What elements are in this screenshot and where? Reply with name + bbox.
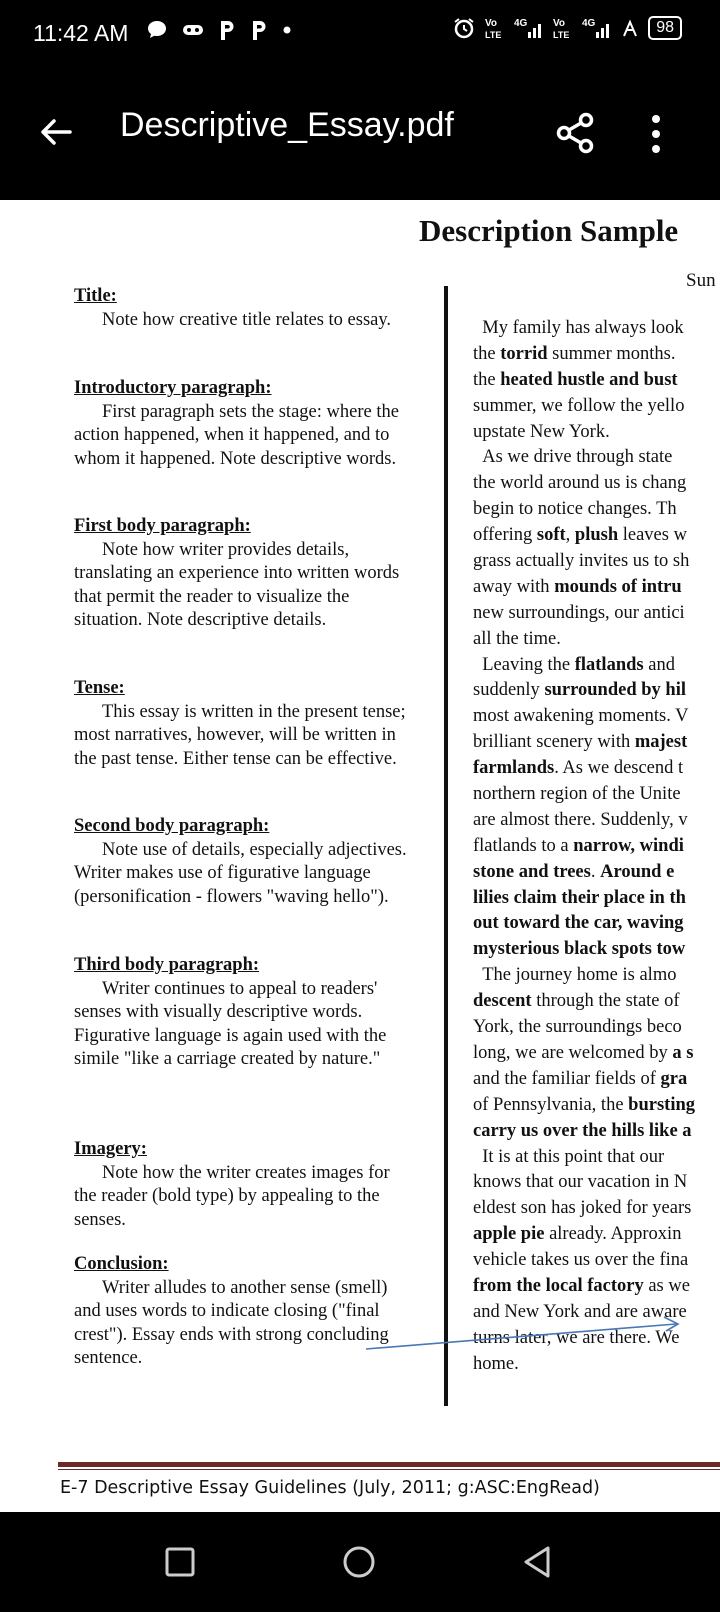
text-run: long, we are welcomed by <box>473 1042 673 1063</box>
svg-text:Vo: Vo <box>485 18 498 29</box>
guideline-section <box>74 515 414 633</box>
section-heading: Conclusion: <box>74 1254 169 1274</box>
text-run: as we <box>643 1275 690 1296</box>
volte-icon <box>484 16 506 40</box>
bold-text: soft <box>536 525 566 546</box>
essay-line <box>473 834 720 860</box>
essay-line <box>473 445 720 471</box>
system-icons <box>452 16 682 40</box>
essay-line <box>473 808 720 834</box>
svg-text:LTE: LTE <box>553 30 570 40</box>
bold-text: gra <box>660 1068 688 1089</box>
4g-signal-icon <box>582 16 612 40</box>
section-body: Note use of details, especially adjectives. Writer makes use of figurative language (personification - flowers "waving hello"). <box>74 839 407 907</box>
text-run: . As we descend t <box>554 758 684 779</box>
section-heading: First body paragraph: <box>74 516 251 536</box>
essay-line <box>473 1248 720 1274</box>
text-run: upstate New York. <box>473 421 610 442</box>
alarm-icon <box>452 16 476 40</box>
section-body: This essay is written in the present tense; most narratives, however, will be written in the past tense. Either tense can be effective. <box>74 701 406 769</box>
svg-text:4G: 4G <box>514 18 528 29</box>
sample-title: Description Sample <box>419 213 679 248</box>
text-run: begin to notice changes. Th <box>473 499 677 520</box>
bold-text: farmlands <box>473 758 555 779</box>
text-run: knows that our vacation in N <box>473 1172 688 1193</box>
essay-line <box>473 368 720 394</box>
p-icon <box>250 18 268 42</box>
essay-line <box>473 1145 720 1171</box>
text-run: suddenly <box>473 680 545 701</box>
essay-line <box>473 937 720 963</box>
essay-line <box>473 756 720 782</box>
essay-line <box>473 782 720 808</box>
p-icon <box>218 18 236 42</box>
section-body: Note how the writer creates images for the reader (bold type) by appealing to the senses. <box>74 1162 390 1230</box>
section-heading: Second body paragraph: <box>74 816 270 836</box>
essay-line <box>473 1196 720 1222</box>
footer-rule <box>58 1469 720 1470</box>
essay-line <box>473 678 720 704</box>
more-options-icon[interactable] <box>650 114 662 154</box>
section-body: Note how writer provides details, translating an experience into written words that permit the reader to visualize the situation. Note descriptive details. <box>74 539 400 630</box>
text-run: flatlands to a <box>473 835 574 856</box>
essay-line <box>473 860 720 886</box>
text-run: brilliant scenery with <box>473 732 635 753</box>
guideline-section <box>74 815 414 909</box>
guideline-section <box>74 1253 414 1371</box>
text-run: turns later, we are there. We <box>473 1327 680 1348</box>
bold-text: surrounded by hil <box>544 680 686 701</box>
text-run: of Pennsylvania, the <box>473 1094 629 1115</box>
text-run: , <box>565 525 575 546</box>
section-heading: Title: <box>74 286 117 306</box>
text-run: My family has always look <box>473 318 684 338</box>
section-heading: Imagery: <box>74 1139 147 1159</box>
gamepad-icon <box>182 22 204 38</box>
section-body: Note how creative title relates to essay. <box>102 309 392 330</box>
text-run: northern region of the Unite <box>473 784 681 805</box>
bold-text: majest <box>634 732 688 753</box>
essay-line <box>473 1119 720 1145</box>
text-run: eldest son has joked for years <box>473 1198 692 1219</box>
essay-line <box>473 704 720 730</box>
essay-line <box>473 989 720 1015</box>
essay-line <box>473 394 720 420</box>
text-run: and New York and are aware <box>473 1301 687 1322</box>
share-icon[interactable] <box>555 112 597 154</box>
essay-line <box>473 1093 720 1119</box>
column-divider <box>444 286 448 1406</box>
guideline-section <box>74 677 414 771</box>
essay-line <box>473 1222 720 1248</box>
text-run: home. <box>473 1353 519 1374</box>
text-run: summer, we follow the yello <box>473 395 685 416</box>
text-run: away with <box>473 576 555 597</box>
chat-bubble-icon <box>146 19 168 41</box>
text-run: the <box>473 369 501 390</box>
home-circle-icon[interactable] <box>339 1542 379 1582</box>
essay-line <box>473 575 720 601</box>
guideline-section <box>74 1138 414 1232</box>
status-bar <box>0 0 720 70</box>
guideline-section <box>74 285 414 332</box>
bold-text: out toward the car, waving <box>473 913 684 934</box>
essay-line <box>473 1274 720 1300</box>
essay-line <box>473 963 720 989</box>
text-run: most awakening moments. V <box>473 706 689 727</box>
essay-line <box>473 601 720 627</box>
document-title: Descriptive_Essay.pdf <box>120 106 454 144</box>
text-run: new surroundings, our antici <box>473 602 685 623</box>
text-run: As we drive through state <box>473 447 673 468</box>
text-run: The journey home is almo <box>473 965 677 986</box>
section-heading: Introductory paragraph: <box>74 378 272 398</box>
bold-text: narrow, windi <box>573 835 684 856</box>
status-time: 11:42 AM <box>33 20 129 46</box>
text-run: the world around us is chang <box>473 473 687 494</box>
bold-text: mounds of intru <box>554 576 682 597</box>
bold-text: heated hustle and bust <box>500 369 678 390</box>
essay-line <box>473 316 720 342</box>
text-run: all the time. <box>473 628 561 649</box>
bold-text: from the local factory <box>473 1275 644 1296</box>
text-run: Leaving the <box>473 654 575 675</box>
notification-icons <box>146 18 292 42</box>
essay-line <box>473 1041 720 1067</box>
essay-line <box>473 342 720 368</box>
essay-line <box>473 1067 720 1093</box>
bold-text: torrid <box>500 343 548 364</box>
essay-line <box>473 911 720 937</box>
text-run: and the familiar fields of <box>473 1068 661 1089</box>
essay-line <box>473 1300 720 1326</box>
bold-text: a s <box>672 1042 694 1063</box>
navigation-bar <box>0 1512 720 1612</box>
essay-line <box>473 1170 720 1196</box>
text-run: . <box>590 861 601 882</box>
text-run: are almost there. Suddenly, v <box>473 809 688 830</box>
essay-column <box>473 316 720 1378</box>
section-body: Writer alludes to another sense (smell) and uses words to indicate closing ("final crest"). Essay ends with strong concluding sentence. <box>74 1277 389 1368</box>
essay-line <box>473 497 720 523</box>
essay-line <box>473 730 720 756</box>
text-run: vehicle takes us over the fina <box>473 1250 689 1271</box>
bold-text: Around e <box>600 861 675 882</box>
bold-text: flatlands <box>574 654 644 675</box>
essay-line <box>473 471 720 497</box>
essay-line <box>473 549 720 575</box>
bold-text: carry us over the hills like a <box>473 1120 692 1141</box>
text-run: offering <box>473 525 537 546</box>
essay-title-fragment: Sun <box>686 270 716 291</box>
back-triangle-icon[interactable] <box>517 1542 557 1582</box>
data-icon <box>620 16 640 40</box>
essay-line <box>473 1015 720 1041</box>
app-bar <box>0 70 720 200</box>
bold-text: apple pie <box>473 1224 545 1245</box>
essay-line <box>473 523 720 549</box>
bold-text: stone and trees <box>473 861 591 882</box>
svg-text:Vo: Vo <box>553 18 566 29</box>
text-run: summer months. <box>547 343 676 364</box>
4g-signal-icon <box>514 16 544 40</box>
footer-rule <box>58 1462 720 1467</box>
essay-line <box>473 653 720 679</box>
guideline-section <box>74 954 414 1072</box>
essay-line <box>473 1352 720 1378</box>
essay-line <box>473 886 720 912</box>
section-body: Writer continues to appeal to readers' senses with visually descriptive words. Figurative language is again used with the simile "like a carriage created by nature." <box>74 978 387 1069</box>
text-run: already. Approxin <box>544 1224 682 1245</box>
battery-indicator: 98 <box>648 16 682 40</box>
essay-line <box>473 1326 720 1352</box>
essay-line <box>473 420 720 446</box>
back-arrow-icon[interactable] <box>36 112 76 152</box>
section-heading: Third body paragraph: <box>74 955 260 975</box>
page-footer: E-7 Descriptive Essay Guidelines (July, 2011; g:ASC:EngRead) <box>60 1478 600 1498</box>
text-run: through the state of <box>531 991 680 1012</box>
essay-line <box>473 627 720 653</box>
recents-square-icon[interactable] <box>160 1542 200 1582</box>
text-run: York, the surroundings beco <box>473 1017 682 1038</box>
bold-text: mysterious black spots tow <box>473 939 686 960</box>
text-run: leaves w <box>618 525 687 546</box>
bold-text: descent <box>473 991 532 1012</box>
text-run: It is at this point that our <box>473 1146 665 1167</box>
svg-text:LTE: LTE <box>485 30 502 40</box>
pdf-page[interactable] <box>0 200 720 1512</box>
dot-icon <box>282 25 292 35</box>
section-heading: Tense: <box>74 678 125 698</box>
text-run: grass actually invites us to sh <box>473 551 690 572</box>
guideline-section <box>74 377 414 471</box>
section-body: First paragraph sets the stage: where the action happened, when it happened, and to whom it happened. Note descriptive words. <box>74 401 399 469</box>
text-run: and <box>643 654 675 675</box>
bold-text: bursting <box>628 1094 695 1115</box>
bold-text: plush <box>574 525 619 546</box>
svg-text:4G: 4G <box>582 18 596 29</box>
text-run: the <box>473 343 501 364</box>
bold-text: lilies claim their place in th <box>473 887 686 908</box>
volte-icon <box>552 16 574 40</box>
